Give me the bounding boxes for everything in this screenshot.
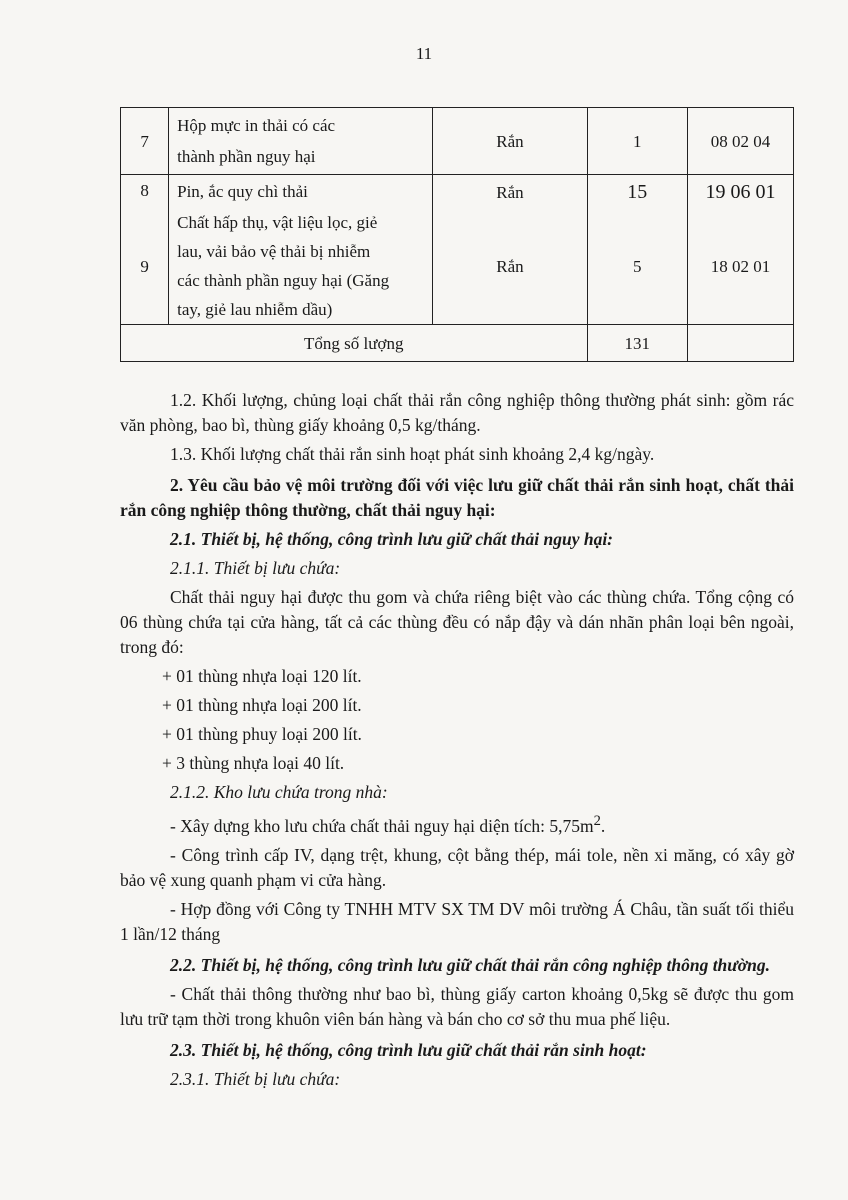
row-number: 8 xyxy=(121,175,169,209)
paragraph-normal-waste: - Chất thải thông thường như bao bì, thùng giấy carton khoảng 0,5kg sẽ được thu gom lưu trữ tạm thời trong khuôn viên bán hàng và bán cho cơ sở thu mua phế liệu. xyxy=(120,983,794,1029)
table-row xyxy=(121,175,794,209)
waste-name-line: lau, vải bảo vệ thải bị nhiễm xyxy=(177,242,371,261)
waste-quantity: 5 xyxy=(587,208,687,325)
row-number: 9 xyxy=(121,208,169,325)
heading-2-1: 2.1. Thiết bị, hệ thống, công trình lưu giữ chất thải nguy hại: xyxy=(170,529,614,549)
list-item: + 01 thùng nhựa loại 200 lít. xyxy=(162,695,362,715)
heading-2-2: 2.2. Thiết bị, hệ thống, công trình lưu giữ chất thải rắn công nghiệp thông thường. xyxy=(170,954,771,975)
total-quantity: 131 xyxy=(587,325,687,362)
heading-2-1-2: 2.1.2. Kho lưu chứa trong nhà: xyxy=(170,782,388,802)
waste-name xyxy=(169,208,433,325)
row-number: 7 xyxy=(121,108,169,175)
heading-2-3: 2.3. Thiết bị, hệ thống, công trình lưu giữ chất thải rắn sinh hoạt: xyxy=(170,1039,647,1060)
waste-code: 08 02 04 xyxy=(687,108,793,175)
paragraph-contract: - Hợp đồng với Công ty TNHH MTV SX TM DV môi trường Á Châu, tần suất tối thiểu 1 lần/12 tháng xyxy=(120,898,794,944)
superscript: 2 xyxy=(593,813,601,829)
paragraph-1-2: 1.2. Khối lượng, chủng loại chất thải rắn công nghiệp thông thường phát sinh: gồm rác văn phòng, bao bì, thùng giấy khoảng 0,5 kg/tháng. xyxy=(120,390,794,435)
paragraph-construction: - Công trình cấp IV, dạng trệt, khung, cột bằng thép, mái tole, nền xi măng, có xây gờ bảo vệ xung quanh phạm vi cửa hàng. xyxy=(120,844,794,890)
heading-2-1-1: 2.1.1. Thiết bị lưu chứa: xyxy=(170,558,341,578)
waste-code: 19 06 01 xyxy=(687,175,793,209)
waste-name-line: tay, giẻ lau nhiễm dầu) xyxy=(177,300,333,319)
paragraph-1-3: 1.3. Khối lượng chất thải rắn sinh hoạt phát sinh khoảng 2,4 kg/ngày. xyxy=(170,444,655,464)
storage-area-end: . xyxy=(600,815,606,836)
total-label: Tổng số lượng xyxy=(121,325,588,362)
storage-area-text: - Xây dựng kho lưu chứa chất thải nguy hại diện tích: 5,75m xyxy=(170,815,594,836)
hazardous-waste-table xyxy=(120,107,794,362)
paragraph-storage-area xyxy=(120,809,794,839)
waste-quantity: 15 xyxy=(587,175,687,209)
waste-quantity: 1 xyxy=(587,108,687,175)
waste-form: Rắn xyxy=(433,208,587,325)
table-row xyxy=(121,208,794,325)
waste-name-line: Hộp mực in thải có các xyxy=(177,116,336,135)
waste-name xyxy=(169,175,433,209)
heading-2-3-1: 2.3.1. Thiết bị lưu chứa: xyxy=(170,1068,341,1089)
table-total-row xyxy=(121,325,794,362)
list-item: + 01 thùng phuy loại 200 lít. xyxy=(162,724,362,744)
paragraph-containers: Chất thải nguy hại được thu gom và chứa riêng biệt vào các thùng chứa. Tổng cộng có 06 thùng chứa tại cửa hàng, tất cả các thùng đều có nắp đậy và dán nhãn phân loại bên ngoài, trong đó: xyxy=(120,587,794,657)
waste-form: Rắn xyxy=(433,175,587,209)
table-row xyxy=(121,108,794,175)
list-item: + 3 thùng nhựa loại 40 lít. xyxy=(162,753,345,773)
waste-form: Rắn xyxy=(433,108,587,175)
document-body xyxy=(120,388,794,1092)
total-code xyxy=(687,325,793,362)
waste-name-line: các thành phần nguy hại (Găng xyxy=(177,271,390,290)
waste-name xyxy=(169,108,433,175)
heading-2: 2. Yêu cầu bảo vệ môi trường đối với việc lưu giữ chất thải rắn sinh hoạt, chất thải rắn công nghiệp thông thường, chất thải nguy hại: xyxy=(120,475,794,520)
page-number: 11 xyxy=(415,44,433,63)
waste-name-line: Pin, ắc quy chì thải xyxy=(177,182,308,201)
waste-name-line: Chất hấp thụ, vật liệu lọc, giẻ xyxy=(177,213,378,232)
waste-name-line: thành phần nguy hại xyxy=(177,147,316,166)
waste-code: 18 02 01 xyxy=(687,208,793,325)
list-item: + 01 thùng nhựa loại 120 lít. xyxy=(162,666,362,686)
